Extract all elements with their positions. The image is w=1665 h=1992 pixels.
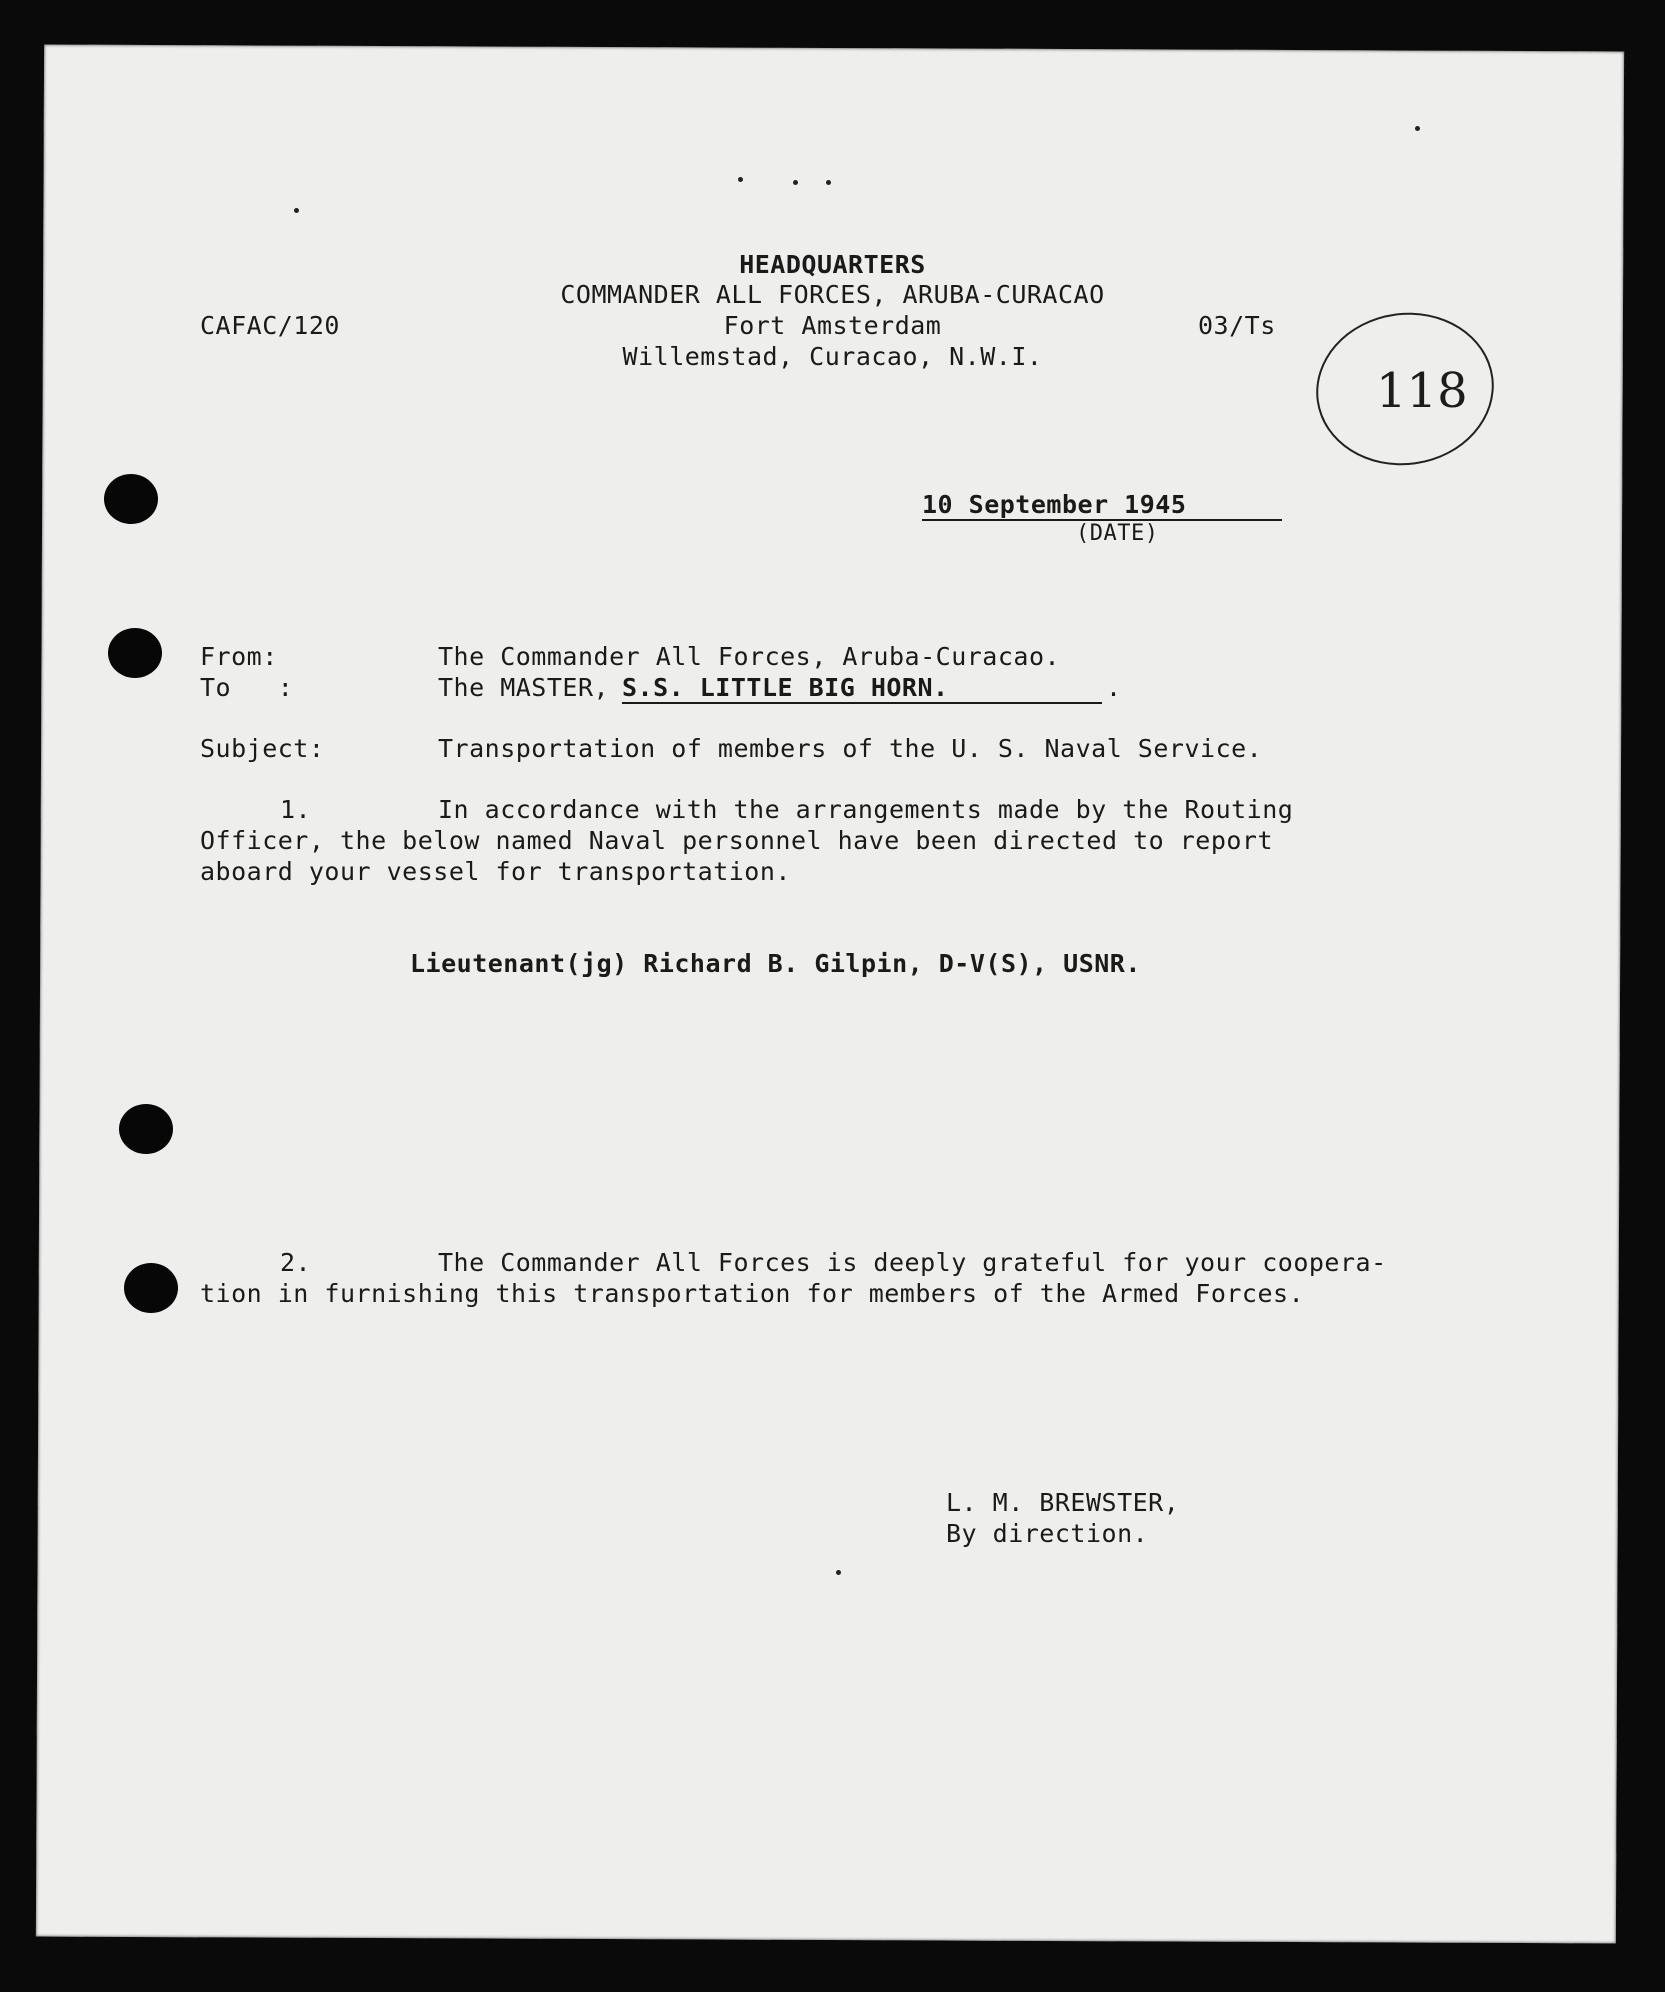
para1-line-1: In accordance with the arrangements made by the Routing: [438, 795, 1294, 824]
speck: [1415, 126, 1420, 131]
archive-stamp-number: 118: [1376, 363, 1468, 419]
speck: [294, 208, 299, 213]
punch-hole: [119, 1104, 173, 1154]
para1-number: 1.: [280, 795, 312, 824]
to-end: .: [1106, 673, 1122, 702]
signature-name: L. M. BREWSTER,: [946, 1488, 1180, 1517]
from-label: From:: [200, 642, 278, 671]
subject-value: Transportation of members of the U. S. Naval Service.: [438, 734, 1263, 763]
letterhead-line-1: HEADQUARTERS: [739, 250, 926, 279]
signature-title: By direction.: [946, 1519, 1149, 1548]
punch-hole: [104, 474, 158, 524]
to-label: To :: [200, 673, 294, 702]
speck: [793, 180, 798, 185]
speck: [826, 180, 831, 185]
para2-number: 2.: [280, 1248, 312, 1277]
punch-hole: [108, 628, 162, 678]
reference-left: CAFAC/120: [200, 311, 340, 340]
para1-line-3: aboard your vessel for transportation.: [200, 857, 791, 886]
letterhead-line-2: COMMANDER ALL FORCES, ARUBA-CURACAO: [560, 280, 1105, 309]
punch-hole: [124, 1263, 178, 1313]
letterhead-line-4: Willemstad, Curacao, N.W.I.: [622, 342, 1043, 371]
letterhead-line-3: Fort Amsterdam: [723, 311, 942, 340]
reference-right: 03/Ts: [1198, 311, 1276, 340]
speck: [738, 177, 743, 182]
speck: [836, 1570, 841, 1575]
to-prefix: The MASTER,: [438, 673, 610, 702]
para1-line-2: Officer, the below named Naval personnel have been directed to report: [200, 826, 1274, 855]
date-label: (DATE): [1076, 521, 1159, 546]
from-value: The Commander All Forces, Aruba-Curacao.: [438, 642, 1061, 671]
para2-line-1: The Commander All Forces is deeply grateful for your coopera-: [438, 1248, 1387, 1277]
date-value: 10 September 1945: [922, 490, 1282, 521]
para2-line-2: tion in furnishing this transportation for members of the Armed Forces.: [200, 1279, 1305, 1308]
personnel-name: Lieutenant(jg) Richard B. Gilpin, D-V(S), USNR.: [410, 949, 1141, 978]
subject-label: Subject:: [200, 734, 325, 763]
to-ship-name: S.S. LITTLE BIG HORN.: [622, 673, 1102, 704]
